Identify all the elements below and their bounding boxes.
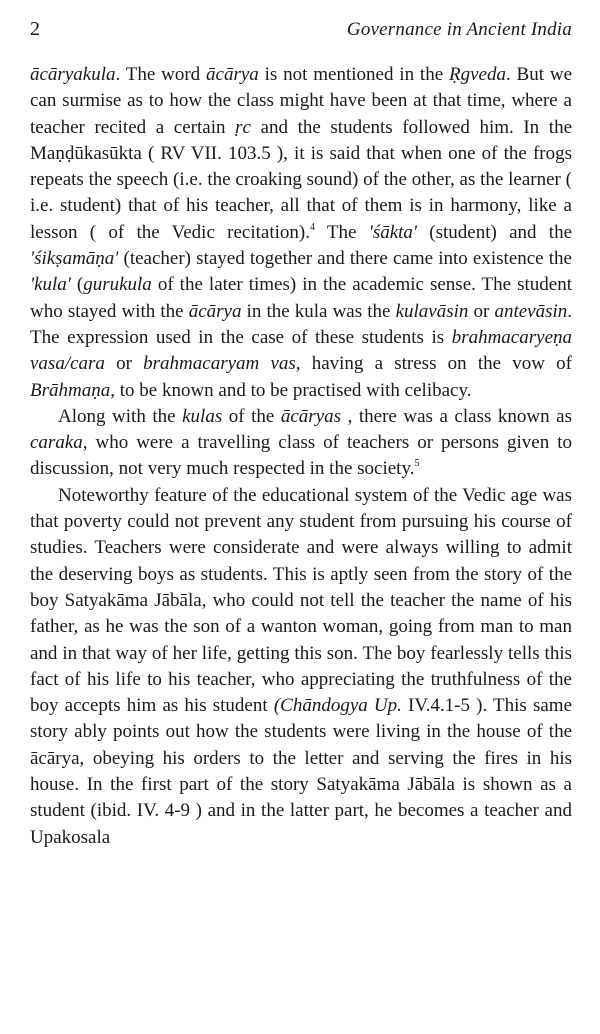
text-run: . The expression used in the case of these students is [30,300,573,348]
italic-term: Brāhmaṇa [30,379,111,401]
body-text [30,62,572,851]
text-run: ( [70,274,84,296]
italic-term: ṛc [235,116,251,138]
page-number: 2 [30,18,40,40]
text-run: of the [222,405,281,427]
italic-term: caraka [30,432,83,454]
italic-term: ācārya [206,64,259,85]
italic-term: 'śākta' [368,221,417,243]
text-run: . The word [115,64,207,85]
text-run: and the students followed him. In the Maṇḍūkasūkta ( RV VII. 103.5 ), it is said that when one of the frogs repeats the speech (i.e. the croaking sound) of the other, as the learner ( i.e. student) that of his teacher, all that of them is in harmony, like a lesson ( of the Vedic recitation). [30,116,573,243]
italic-term: kulavāsin [395,300,469,322]
italic-term: gurukula [83,274,152,296]
italic-term: 'kula' [30,274,71,296]
text-run: of the later times) in the academic sense. The student who stayed with the [30,274,573,322]
text-run: Along with the [58,405,183,427]
italic-term: brahmacaryam vas [143,353,296,375]
page-header [30,18,572,62]
text-run: , there was a class known as [341,405,572,427]
italic-term: kulas [182,405,223,427]
italic-term: antevāsin [494,300,568,322]
text-run: or [468,300,495,322]
italic-term: ācāryakula [30,64,116,85]
text-run: , to be known and to be practised with celibacy. [110,379,472,401]
italic-term: ācāryas [280,405,342,427]
text-run: IV.4.1-5 ). This same story ably points out how the students were living in the house of the ācārya, obeying his orders to the letter and serving the fires in his house. In the first part of the story Satyakāma Jābāla is shown as a student (ibid. IV. 4-9 ) and in the latter part, he becomes a teacher and Upakosala [30,695,573,848]
paragraph [30,483,572,851]
paragraph [30,62,572,404]
italic-term: Ṛgveda [448,64,506,85]
text-run: , having a stress on the vow of [295,353,572,375]
italic-term: 'śikṣamāṇa' [30,248,119,270]
running-title: Governance in Ancient India [346,19,572,40]
text-run: The [315,221,369,243]
text-run: is not mentioned in the [258,64,449,85]
paragraph [30,404,572,483]
italic-term: brahmacaryeṇa vasa/cara [30,326,572,375]
italic-term: (Chāndogya Up. [273,695,402,717]
text-run: (student) and the [416,221,572,243]
italic-term: ācārya [188,300,242,322]
footnote-marker: 5 [414,458,420,470]
text-run: Noteworthy feature of the educational system of the Vedic age was that poverty could not prevent any student from pursuing his course of studies. Teachers were considerate and were always willing to admit the deserving boys as students. This is aptly seen from the story of the boy Satyakāma Jābāla, who could not tell the teacher the name of his father, as he was the son of a wanton woman, going from man to man and in that way of her life, getting this son. The boy fearlessly tells this fact of his life to his teacher, who appreciating the truthfulness of the boy accepts him as his student [30,484,572,717]
text-run: or [104,353,144,375]
text-run: in the kula was the [241,300,396,322]
text-run: (teacher) stayed together and there came into existence the [118,248,572,270]
text-run: , who were a travelling class of teachers or persons given to discussion, not very much respected in the society. [30,432,572,480]
footnote-marker: 4 [310,221,315,233]
text-run: . But we can surmise as to how the class might have been at that time, where a teacher recited a certain [30,64,573,138]
